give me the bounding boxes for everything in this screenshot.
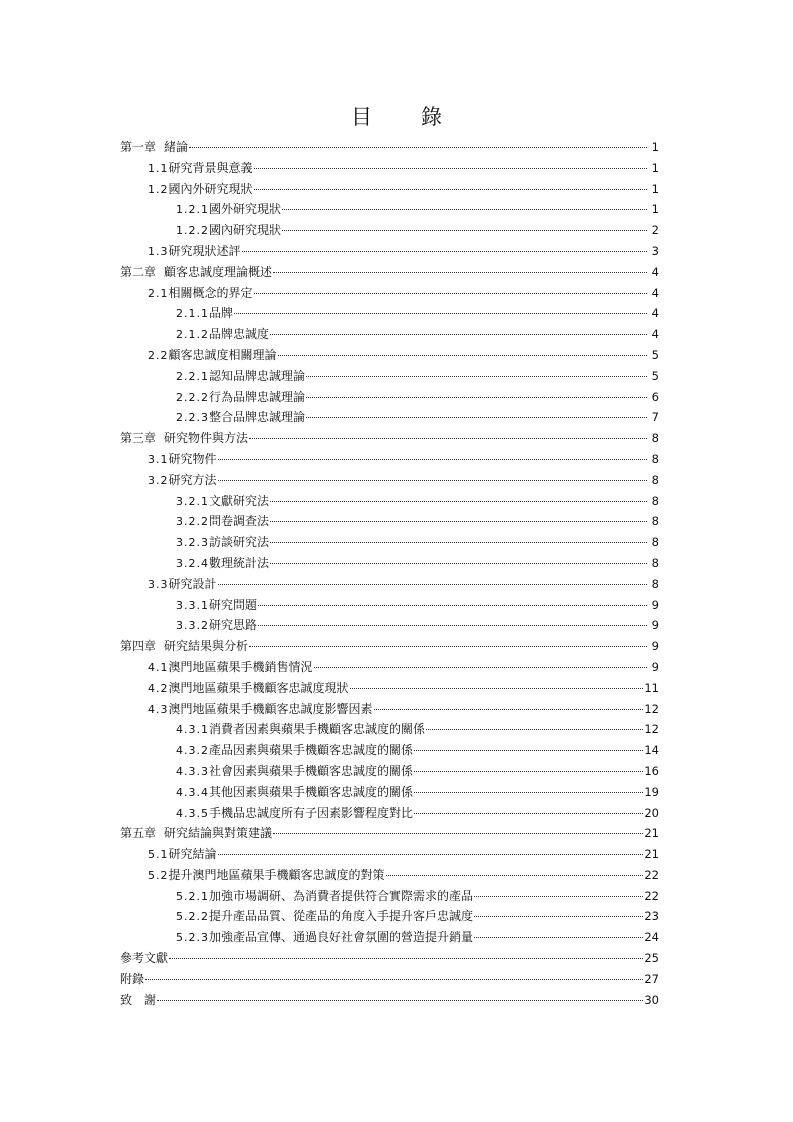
toc-entry-number: 第五章: [120, 826, 157, 841]
toc-entry-title: 數理統計法: [209, 555, 270, 570]
dot-leader: [218, 854, 644, 855]
dot-leader: [414, 813, 643, 814]
toc-entry[interactable]: [120, 345, 659, 366]
toc-entry-title: 文獻研究法: [209, 493, 270, 508]
toc-entry-page-number: 12: [644, 701, 659, 716]
toc-entry-page-number: 4: [651, 285, 659, 300]
toc-entry-number: 5.1: [148, 848, 169, 862]
dot-leader: [306, 417, 647, 418]
toc-entry-page-number: 5: [651, 368, 659, 383]
toc-entry-page-number: 1: [651, 202, 659, 217]
toc-entry-number: 2.2: [148, 348, 169, 362]
toc-entry-number: 2.1: [148, 286, 169, 300]
toc-entry-page-number: 20: [644, 805, 659, 820]
toc-entry-page-number: 7: [651, 410, 659, 425]
dot-leader: [218, 480, 647, 481]
dot-leader: [258, 625, 647, 626]
toc-entry-number: 4.3: [148, 702, 169, 716]
dot-leader: [218, 459, 647, 460]
toc-entry-title: 致 謝: [120, 992, 157, 1007]
dot-leader: [474, 937, 643, 938]
toc-entry[interactable]: [120, 324, 659, 345]
toc-entry[interactable]: [120, 595, 659, 616]
toc-entry-number: 5.2.2: [176, 910, 209, 924]
dot-leader: [157, 1000, 643, 1001]
toc-entry-number: 3.3.1: [176, 598, 209, 612]
toc-entry-page-number: 8: [651, 555, 659, 570]
toc-entry-page-number: 30: [644, 992, 659, 1007]
toc-entry-number: 3.2.4: [176, 556, 209, 570]
dot-leader: [234, 313, 647, 314]
toc-entry-page-number: 21: [644, 847, 659, 862]
toc-entry[interactable]: [120, 615, 659, 636]
toc-entry-title: 研究現狀述評: [168, 243, 241, 258]
toc-entry-page-number: 1: [651, 140, 659, 154]
toc-entry-title: 產品因素與蘋果手機顧客忠誠度的關係: [209, 743, 414, 758]
toc-entry[interactable]: [120, 220, 659, 241]
toc-entry-page-number: 8: [651, 451, 659, 466]
toc-entry-page-number: 8: [651, 576, 659, 591]
dot-leader: [270, 521, 647, 522]
toc-entry-number: 4.3.4: [176, 785, 209, 799]
toc-entry[interactable]: [120, 179, 659, 200]
toc-entry-page-number: 8: [651, 472, 659, 487]
dot-leader: [270, 563, 647, 564]
toc-entry-title: 參考文獻: [120, 951, 169, 966]
toc-entry-number: 4.3.5: [176, 806, 209, 820]
toc-entry-number: 1.3: [148, 244, 169, 258]
toc-entry[interactable]: [120, 511, 659, 532]
dot-leader: [278, 355, 647, 356]
toc-entry-number: 5.2.3: [176, 931, 209, 945]
toc-entry-title: 研究問題: [209, 597, 258, 612]
toc-entry[interactable]: [120, 927, 659, 948]
toc-entry-title: 行為品牌忠誠理論: [209, 389, 306, 404]
dot-leader: [282, 230, 647, 231]
dot-leader: [249, 646, 647, 647]
toc-entry-number: 3.3: [148, 577, 169, 591]
dot-leader: [414, 771, 643, 772]
toc-entry[interactable]: [120, 782, 659, 803]
dot-leader: [145, 979, 643, 980]
toc-entry-page-number: 9: [651, 639, 659, 654]
toc-entry-title: 研究思路: [209, 618, 258, 633]
toc-entry-title: 提升澳門地區蘋果手機顧客忠誠度的對策: [168, 867, 385, 882]
toc-entry[interactable]: [120, 740, 659, 761]
toc-entry-title: 認知品牌忠誠理論: [209, 368, 306, 383]
toc-entry[interactable]: [120, 491, 659, 512]
toc-entry[interactable]: [120, 948, 659, 969]
toc-entry-page-number: 9: [651, 618, 659, 633]
toc-entry[interactable]: [120, 906, 659, 927]
toc-entry-title: 澳門地區蘋果手機顧客忠誠度現狀: [168, 680, 349, 695]
dot-leader: [414, 750, 643, 751]
toc-entry-title: 品牌忠誠度: [209, 327, 270, 342]
toc-entry-title: 相關概念的界定: [168, 285, 253, 300]
toc-entry-title: 研究結果與分析: [164, 639, 249, 654]
toc-entry-title: 訪談研究法: [209, 535, 270, 550]
toc-entry-title: 澳門地區蘋果手機顧客忠誠度影響因素: [168, 701, 373, 716]
toc-entry-title: 研究背景與意義: [168, 160, 253, 175]
toc-entry-page-number: 23: [644, 909, 659, 924]
toc-entry-number: 4.1: [148, 660, 169, 674]
toc-entry-number: 2.1.2: [176, 328, 209, 342]
toc-entry[interactable]: [120, 449, 659, 470]
toc-entry-number: 1.1: [148, 161, 169, 175]
toc-entry[interactable]: [120, 553, 659, 574]
toc-entry-title: 附錄: [120, 971, 145, 986]
toc-entry-page-number: 4: [651, 327, 659, 342]
toc-entry-page-number: 8: [651, 431, 659, 446]
toc-entry[interactable]: [120, 407, 659, 428]
toc-entry-page-number: 21: [644, 826, 659, 841]
dot-leader: [282, 209, 647, 210]
toc-entry-number: 第四章: [120, 639, 157, 654]
toc-entry-title: 整合品牌忠誠理論: [209, 410, 306, 425]
toc-entry-number: 4.3.2: [176, 744, 209, 758]
toc-entry-page-number: 9: [651, 597, 659, 612]
toc-entry-page-number: 8: [651, 493, 659, 508]
dot-leader: [258, 605, 647, 606]
toc-entry-page-number: 4: [651, 306, 659, 321]
table-of-contents: [120, 137, 659, 1010]
toc-entry-title: 國外研究現狀: [209, 202, 282, 217]
toc-entry-number: 2.1.1: [176, 307, 209, 321]
toc-entry-number: 5.2: [148, 868, 169, 882]
dot-leader: [386, 875, 644, 876]
toc-entry-page-number: 4: [651, 264, 659, 279]
toc-entry[interactable]: [120, 574, 659, 595]
toc-entry-page-number: 11: [644, 680, 659, 695]
toc-entry-number: 第二章: [120, 264, 157, 279]
dot-leader: [270, 334, 647, 335]
toc-entry-number: 4.3.1: [176, 723, 209, 737]
toc-entry[interactable]: [120, 886, 659, 907]
toc-entry-title: 緒論: [164, 140, 189, 154]
toc-entry-title: 消費者因素與蘋果手機顧客忠誠度的關係: [209, 722, 426, 737]
toc-entry-number: 2.2.2: [176, 390, 209, 404]
dot-leader: [242, 251, 647, 252]
toc-entry-page-number: 8: [651, 514, 659, 529]
toc-entry-page-number: 25: [644, 951, 659, 966]
toc-entry-page-number: 19: [644, 784, 659, 799]
toc-entry-title: 國內研究現狀: [209, 223, 282, 238]
toc-entry-title: 研究物件: [168, 451, 217, 466]
dot-leader: [306, 397, 647, 398]
toc-entry-number: 2.2.3: [176, 411, 209, 425]
toc-entry-title: 提升產品品質、從產品的角度入手提升客戶忠誠度: [209, 909, 474, 924]
toc-entry-page-number: 9: [651, 659, 659, 674]
toc-entry-number: 1.2.2: [176, 224, 209, 238]
toc-entry[interactable]: [120, 844, 659, 865]
toc-entry-title: 問卷調查法: [209, 514, 270, 529]
toc-entry[interactable]: [120, 470, 659, 491]
toc-entry-number: 3.2: [148, 473, 169, 487]
dot-leader: [189, 147, 647, 148]
toc-entry-number: 1.2: [148, 182, 169, 196]
toc-entry[interactable]: [120, 532, 659, 553]
toc-entry[interactable]: [120, 823, 659, 844]
toc-entry-page-number: 27: [644, 971, 659, 986]
dot-leader: [254, 293, 647, 294]
dot-leader: [414, 792, 643, 793]
toc-entry-title: 澳門地區蘋果手機銷售情況: [168, 659, 313, 674]
dot-leader: [249, 438, 647, 439]
toc-entry-title: 加強市場調研、為消費者提供符合實際需求的產品: [209, 888, 474, 903]
toc-entry[interactable]: [120, 366, 659, 387]
toc-entry-title: 國內外研究現狀: [168, 181, 253, 196]
toc-entry-page-number: 8: [651, 535, 659, 550]
dot-leader: [306, 376, 647, 377]
toc-entry[interactable]: [120, 158, 659, 179]
toc-entry[interactable]: [120, 678, 659, 699]
dot-leader: [273, 833, 643, 834]
toc-entry-title: 手機品忠誠度所有子因素影響程度對比: [209, 805, 414, 820]
toc-entry-title: 顧客忠誠度理論概述: [164, 264, 273, 279]
toc-entry-title: 品牌: [209, 306, 234, 321]
toc-entry-number: 3.2.1: [176, 494, 209, 508]
toc-entry-page-number: 6: [651, 389, 659, 404]
toc-entry[interactable]: [120, 387, 659, 408]
dot-leader: [426, 729, 643, 730]
toc-entry[interactable]: [120, 803, 659, 824]
toc-entry-page-number: 5: [651, 347, 659, 362]
dot-leader: [474, 896, 643, 897]
dot-leader: [270, 542, 647, 543]
toc-entry[interactable]: [120, 657, 659, 678]
toc-entry-title: 研究結論: [168, 847, 217, 862]
toc-entry-title: 加強產品宣傳、通過良好社會氛圍的營造提升銷量: [209, 930, 474, 945]
toc-entry-page-number: 22: [644, 867, 659, 882]
toc-entry-page-number: 2: [651, 223, 659, 238]
toc-entry-number: 第一章: [120, 140, 157, 154]
dot-leader: [218, 584, 647, 585]
toc-entry-page-number: 1: [651, 160, 659, 175]
toc-entry-page-number: 3: [651, 243, 659, 258]
dot-leader: [254, 189, 647, 190]
toc-entry[interactable]: [120, 636, 659, 657]
toc-entry-number: 3.2.2: [176, 515, 209, 529]
toc-entry-page-number: 16: [644, 763, 659, 778]
toc-entry-title: 研究設計: [168, 576, 217, 591]
toc-entry-title: 研究方法: [168, 472, 217, 487]
dot-leader: [350, 688, 644, 689]
toc-entry-page-number: 12: [644, 722, 659, 737]
toc-entry[interactable]: [120, 262, 659, 283]
dot-leader: [270, 501, 647, 502]
toc-entry[interactable]: [120, 283, 659, 304]
toc-entry-number: 3.3.2: [176, 619, 209, 633]
toc-entry[interactable]: [120, 137, 659, 158]
toc-entry-page-number: 1: [651, 181, 659, 196]
toc-entry-page-number: 22: [644, 888, 659, 903]
dot-leader: [273, 272, 647, 273]
toc-entry-title: 其他因素與蘋果手機顧客忠誠度的關係: [209, 784, 414, 799]
toc-entry-title: 研究物件與方法: [164, 431, 249, 446]
toc-entry[interactable]: [120, 969, 659, 990]
toc-entry-title: 顧客忠誠度相關理論: [168, 347, 277, 362]
page-title: 目 錄: [351, 105, 456, 129]
toc-entry[interactable]: [120, 199, 659, 220]
dot-leader: [374, 709, 644, 710]
toc-entry-title: 社會因素與蘋果手機顧客忠誠度的關係: [209, 763, 414, 778]
toc-entry-number: 2.2.1: [176, 369, 209, 383]
dot-leader: [474, 916, 643, 917]
toc-entry[interactable]: [120, 428, 659, 449]
toc-entry-number: 4.3.3: [176, 764, 209, 778]
toc-entry[interactable]: [120, 699, 659, 720]
toc-entry-number: 第三章: [120, 431, 157, 446]
toc-entry-number: 3.2.3: [176, 536, 209, 550]
toc-entry[interactable]: [120, 719, 659, 740]
toc-entry-number: 1.2.1: [176, 203, 209, 217]
toc-entry[interactable]: [120, 303, 659, 324]
toc-entry[interactable]: [120, 990, 659, 1011]
toc-entry-number: 5.2.1: [176, 889, 209, 903]
toc-entry[interactable]: [120, 761, 659, 782]
toc-entry-page-number: 14: [644, 743, 659, 758]
dot-leader: [314, 667, 647, 668]
dot-leader: [254, 168, 647, 169]
toc-entry[interactable]: [120, 865, 659, 886]
toc-entry-page-number: 24: [644, 930, 659, 945]
dot-leader: [169, 958, 643, 959]
toc-entry-title: 研究結論與對策建議: [164, 826, 273, 841]
toc-entry[interactable]: [120, 241, 659, 262]
toc-entry-number: 4.2: [148, 681, 169, 695]
toc-entry-number: 3.1: [148, 452, 169, 466]
